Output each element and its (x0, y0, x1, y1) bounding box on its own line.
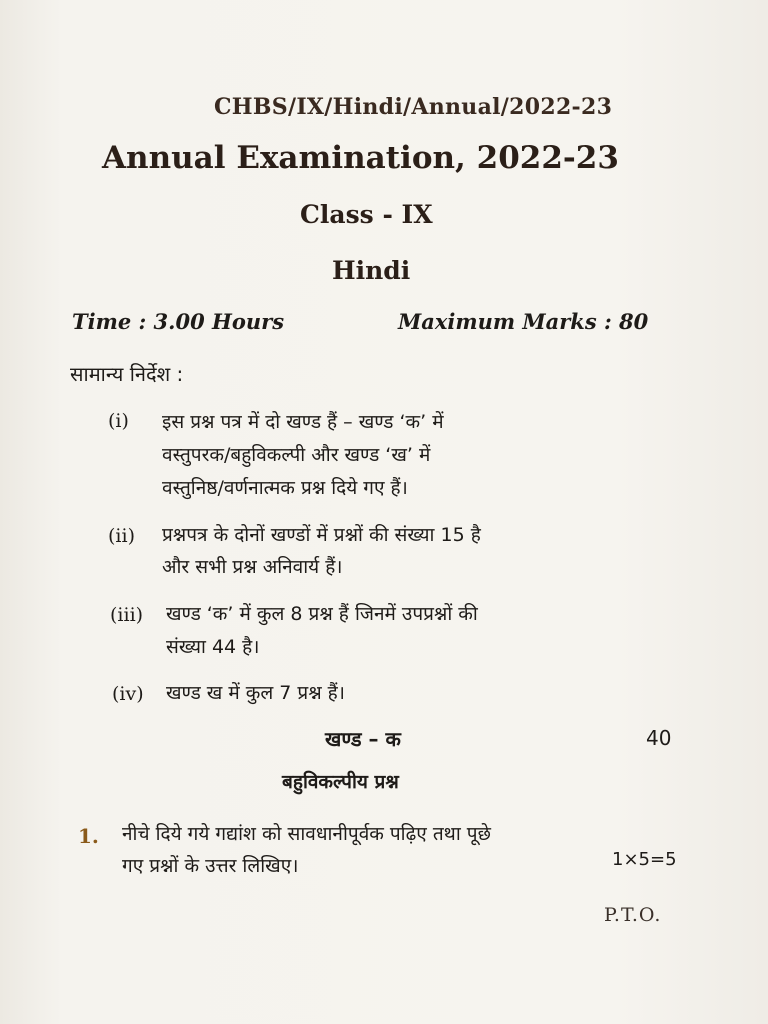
question-line: गए प्रश्नों के उत्तर लिखिए। (122, 855, 299, 877)
maximum-marks: Maximum Marks : 80 (398, 309, 649, 334)
section-subheading: बहुविकल्पीय प्रश्न (282, 771, 399, 793)
section-heading: खण्ड – क (325, 727, 401, 751)
instruction-marker: (ii) (108, 525, 135, 547)
instruction-line: खण्ड ‘क’ में कुल 8 प्रश्न हैं जिनमें उपप्रश्नों की (166, 603, 478, 625)
general-instructions-heading: सामान्य निर्देश : (70, 362, 184, 386)
instruction-line: संख्या 44 है। (166, 636, 260, 658)
question-marks: 1×5=5 (612, 849, 677, 870)
instruction-line: खण्ड ख में कुल 7 प्रश्न हैं। (166, 682, 345, 704)
instruction-line: वस्तुनिष्ठ/वर्णनात्मक प्रश्न दिये गए हैं। (162, 477, 408, 499)
instruction-marker: (iii) (110, 604, 144, 626)
class-label: Class - IX (300, 200, 433, 229)
question-line: नीचे दिये गये गद्यांश को सावधानीपूर्वक पढ़िए तथा पूछे (122, 823, 491, 845)
exam-title: Annual Examination, 2022-23 (102, 140, 619, 176)
instruction-line: प्रश्नपत्र के दोनों खण्डों में प्रश्नों की संख्या 15 है (162, 524, 481, 546)
instruction-line: और सभी प्रश्न अनिवार्य हैं। (162, 556, 343, 578)
time-allowed: Time : 3.00 Hours (72, 309, 285, 334)
subject-label: Hindi (332, 256, 411, 285)
question-number: 1. (78, 824, 99, 848)
section-marks: 40 (646, 726, 672, 750)
instruction-line: वस्तुपरक/बहुविकल्पी और खण्ड ‘ख’ में (162, 444, 431, 466)
instruction-marker: (iv) (112, 683, 144, 705)
instruction-marker: (i) (108, 410, 129, 432)
please-turn-over: P.T.O. (604, 904, 662, 926)
paper-code: CHBS/IX/Hindi/Annual/2022-23 (214, 94, 613, 120)
instruction-line: इस प्रश्न पत्र में दो खण्ड हैं – खण्ड ‘क’ में (162, 411, 444, 433)
